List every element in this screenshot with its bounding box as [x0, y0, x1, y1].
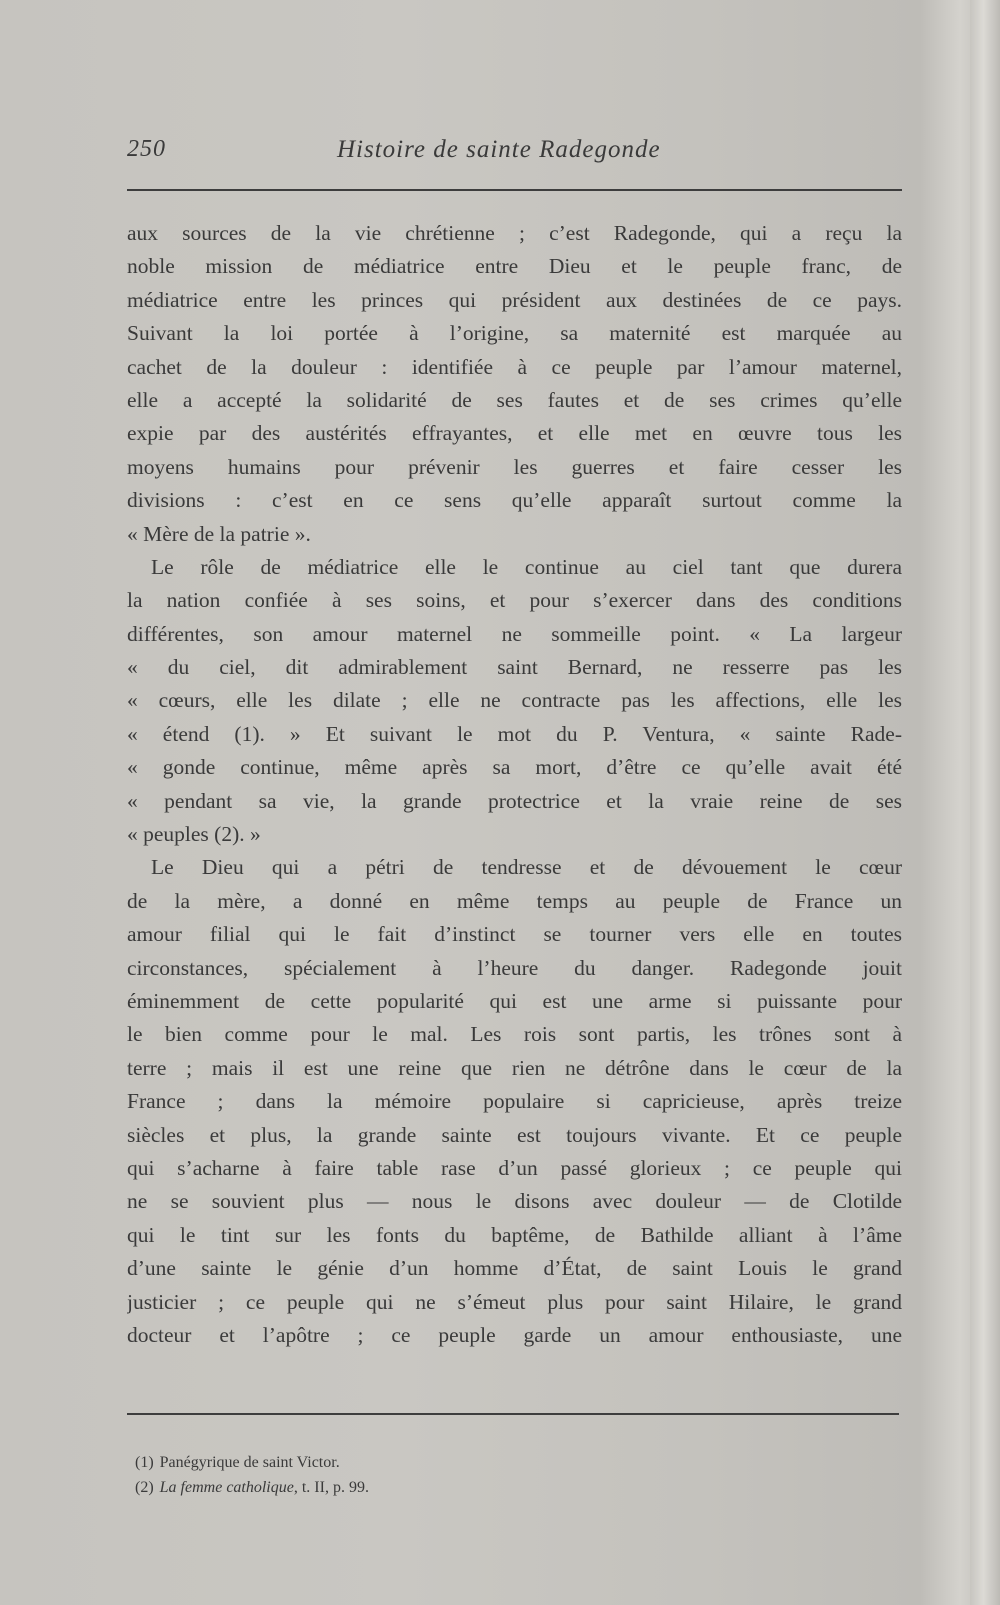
text-line: Le rôle de médiatrice elle le continue au ciel tant que durera: [151, 554, 902, 579]
text-line: elle a accepté la solidarité de ses fautes et de ses crimes qu’elle: [127, 387, 902, 412]
text-line: « pendant sa vie, la grande protectrice et la vraie reine de ses: [127, 788, 902, 813]
text-line: aux sources de la vie chrétienne ; c’est Radegonde, qui a reçu la: [127, 221, 902, 245]
page-number: 250: [127, 136, 166, 162]
text-line: moyens humains pour prévenir les guerres et faire cesser les: [127, 454, 902, 479]
text-line: « du ciel, dit admirablement saint Bernard, ne resserre pas les: [127, 655, 902, 680]
running-head: [127, 136, 902, 176]
footnote-marker: (2): [135, 1479, 154, 1496]
running-title: Histoire de sainte Radegonde: [337, 136, 661, 163]
footnotes: [135, 1450, 369, 1500]
page-edge: [970, 0, 1000, 1605]
text-line: circonstances, spécialement à l’heure du danger. Radegonde jouit: [127, 955, 902, 980]
text-line: terre ; mais il est une reine que rien ne détrône dans le cœur de la: [127, 1055, 902, 1080]
footnote-text: , t. II, p. 99.: [293, 1479, 369, 1496]
text-line: qui s’acharne à faire table rase d’un passé glorieux ; ce peuple qui: [127, 1155, 902, 1180]
text-line: justicier ; ce peuple qui ne s’émeut plus pour saint Hilaire, le grand: [127, 1289, 902, 1314]
text-line: siècles et plus, la grande sainte est toujours vivante. Et ce peuple: [127, 1122, 902, 1147]
text-line: la nation confiée à ses soins, et pour s’exercer dans des conditions: [127, 588, 902, 613]
text-line: cachet de la douleur : identifiée à ce peuple par l’amour maternel,: [127, 354, 902, 379]
text-line: « Mère de la patrie ».: [127, 521, 311, 546]
footnote-text: Panégyrique de saint Victor.: [159, 1454, 340, 1471]
text-line: « gonde continue, même après sa mort, d’être ce qu’elle avait été: [127, 755, 902, 780]
text-line: qui le tint sur les fonts du baptême, de Bathilde alliant à l’âme: [127, 1222, 902, 1247]
text-line: le bien comme pour le mal. Les rois sont partis, les trônes sont à: [127, 1022, 902, 1047]
text-line: docteur et l’apôtre ; ce peuple garde un amour enthousiaste, une: [127, 1322, 902, 1347]
header-rule: [127, 189, 902, 191]
text-line: « peuples (2). »: [127, 822, 261, 847]
text-line: amour filial qui le fait d’instinct se tourner vers elle en toutes: [127, 922, 902, 947]
text-line: noble mission de médiatrice entre Dieu et le peuple franc, de: [127, 254, 902, 279]
body-text: [127, 217, 902, 1352]
text-line: expie par des austérités effrayantes, et elle met en œuvre tous les: [127, 421, 902, 446]
text-line: « cœurs, elle les dilate ; elle ne contracte pas les affections, elle les: [127, 688, 902, 713]
text-line: France ; dans la mémoire populaire si capricieuse, après treize: [127, 1089, 902, 1114]
footnote-rule: [127, 1413, 899, 1415]
text-line: Le Dieu qui a pétri de tendresse et de dévouement le cœur: [151, 855, 902, 880]
footnote-book-title: La femme catholique: [159, 1479, 294, 1496]
footnote-marker: (1): [135, 1454, 154, 1471]
footnote: [135, 1475, 369, 1500]
text-line: Suivant la loi portée à l’origine, sa maternité est marquée au: [127, 321, 902, 346]
text-line: d’une sainte le génie d’un homme d’État, de saint Louis le grand: [127, 1256, 902, 1281]
text-line: divisions : c’est en ce sens qu’elle apparaît surtout comme la: [127, 488, 902, 513]
text-line: médiatrice entre les princes qui président aux destinées de ce pays.: [127, 287, 902, 312]
footnote: [135, 1450, 369, 1475]
text-line: de la mère, a donné en même temps au peuple de France un: [127, 888, 902, 913]
text-line: « étend (1). » Et suivant le mot du P. Ventura, « sainte Rade-: [127, 721, 902, 746]
text-line: ne se souvient plus — nous le disons avec douleur — de Clotilde: [127, 1189, 902, 1214]
text-line: éminemment de cette popularité qui est une arme si puissante pour: [127, 988, 902, 1013]
text-line: différentes, son amour maternel ne sommeille point. « La largeur: [127, 621, 902, 646]
